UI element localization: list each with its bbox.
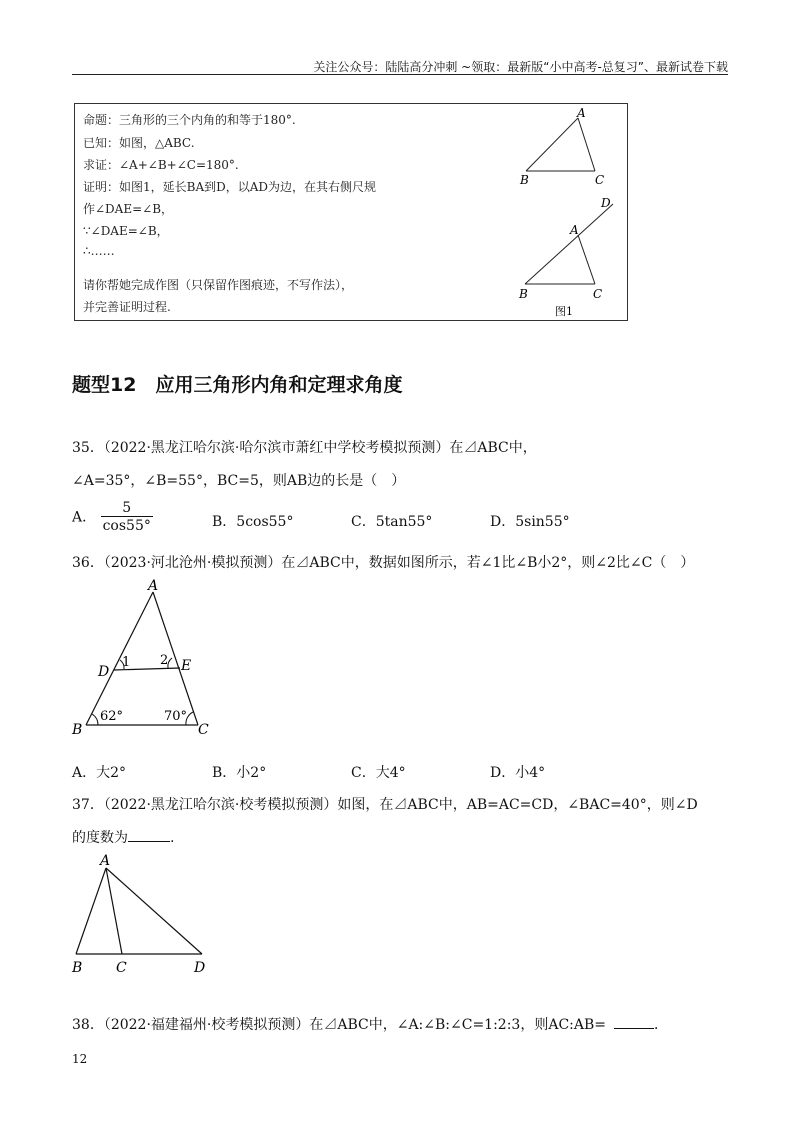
- proof-line-7: ∴……: [83, 244, 115, 258]
- label-b: B: [520, 173, 529, 187]
- label-d: D: [601, 196, 611, 210]
- q37-line1: 37．（2022·黑龙江哈尔滨·校考模拟预测）如图，在⊿ABC中，AB=AC=CD，∠BAC=40°，则∠D: [72, 797, 698, 813]
- label-a: A: [100, 853, 111, 869]
- label-a: A: [148, 578, 159, 594]
- label-b: B: [519, 287, 528, 301]
- label-a: A: [570, 223, 579, 237]
- q36-figure: [68, 578, 228, 740]
- header-divider: [72, 74, 728, 75]
- proof-line-1: 命题：三角形的三个内角的和等于180°.: [83, 113, 296, 127]
- q35-option-c: C．5tan55°: [351, 514, 433, 530]
- q38-suffix: ．: [654, 1017, 669, 1033]
- proof-line-4: 证明：如图1，延长BA到D，以AD为边，在其右侧尺规: [83, 180, 377, 194]
- label-d: D: [98, 664, 110, 680]
- q36-option-b: B．小2°: [212, 765, 267, 781]
- q35-option-a: [72, 500, 153, 535]
- q38-prefix: 38．（2022·福建福州·校考模拟预测）在⊿ABC中，∠A:∠B:∠C=1:2:3，则AC:AB=: [72, 1017, 607, 1033]
- q36-option-d: D．小4°: [490, 765, 546, 781]
- angle-c-value: 70°: [164, 709, 188, 724]
- q35-option-b: B．5cos55°: [212, 514, 294, 530]
- fraction: [101, 500, 153, 535]
- proof-line-5: 作∠DAE=∠B，: [83, 202, 174, 216]
- q36-option-c: C．大4°: [351, 765, 406, 781]
- q37-figure: [68, 850, 218, 980]
- numerator: 5: [101, 500, 153, 517]
- proof-line-6: ∵∠DAE=∠B，: [83, 224, 169, 238]
- figure-caption: 图1: [555, 305, 573, 318]
- q36-line1: 36．（2023·河北沧州·模拟预测）在⊿ABC中，数据如图所示，若∠1比∠B小2°，则∠2比∠C（ ）: [72, 555, 695, 571]
- triangle-figure-1: [518, 196, 613, 318]
- angle-2-label: 2: [160, 653, 169, 668]
- q36-option-a: A．大2°: [72, 765, 127, 781]
- label-c: C: [116, 960, 127, 976]
- q37-suffix: .: [170, 830, 175, 846]
- page-number: 12: [72, 1052, 88, 1066]
- proof-box: [74, 103, 628, 321]
- denominator: cos55°: [102, 518, 151, 534]
- label-c: C: [593, 287, 603, 301]
- option-label: A．: [72, 509, 97, 526]
- label-e: E: [181, 658, 192, 674]
- q38-line: [72, 1014, 668, 1034]
- label-a: A: [577, 106, 586, 120]
- angle-1-label: 1: [122, 655, 131, 670]
- answer-blank: [128, 827, 170, 842]
- proof-line-10: 并完善证明过程.: [83, 300, 171, 314]
- proof-figures: [75, 104, 629, 322]
- q35-line2: ∠A=35°，∠B=55°，BC=5，则AB边的长是（ ）: [72, 473, 406, 489]
- label-c: C: [595, 173, 605, 187]
- q37-prefix: 的度数为: [72, 830, 128, 846]
- angle-b-value: 62°: [100, 709, 124, 724]
- answer-blank: [614, 1014, 654, 1029]
- proof-line-2: 已知：如图，△ABC.: [83, 136, 195, 150]
- proof-line-9: 请你帮她完成作图（只保留作图痕迹，不写作法），: [83, 278, 354, 292]
- triangle-figure-top: [519, 106, 604, 187]
- label-c: C: [198, 722, 209, 738]
- label-d: D: [194, 960, 206, 976]
- section-title: 题型12 应用三角形内角和定理求角度: [72, 374, 403, 396]
- proof-line-3: 求证：∠A+∠B+∠C=180°.: [83, 158, 239, 172]
- q37-line2: [72, 827, 174, 847]
- header-text: 关注公众号：陆陆高分冲刺 ~领取：最新版“小中高考-总复习”、最新试卷下载: [313, 60, 728, 74]
- label-b: B: [72, 960, 83, 976]
- q35-line1: 35．（2022·黑龙江哈尔滨·哈尔滨市萧红中学校考模拟预测）在⊿ABC中，: [72, 440, 537, 456]
- label-b: B: [72, 722, 83, 738]
- q35-option-d: D．5sin55°: [490, 514, 570, 530]
